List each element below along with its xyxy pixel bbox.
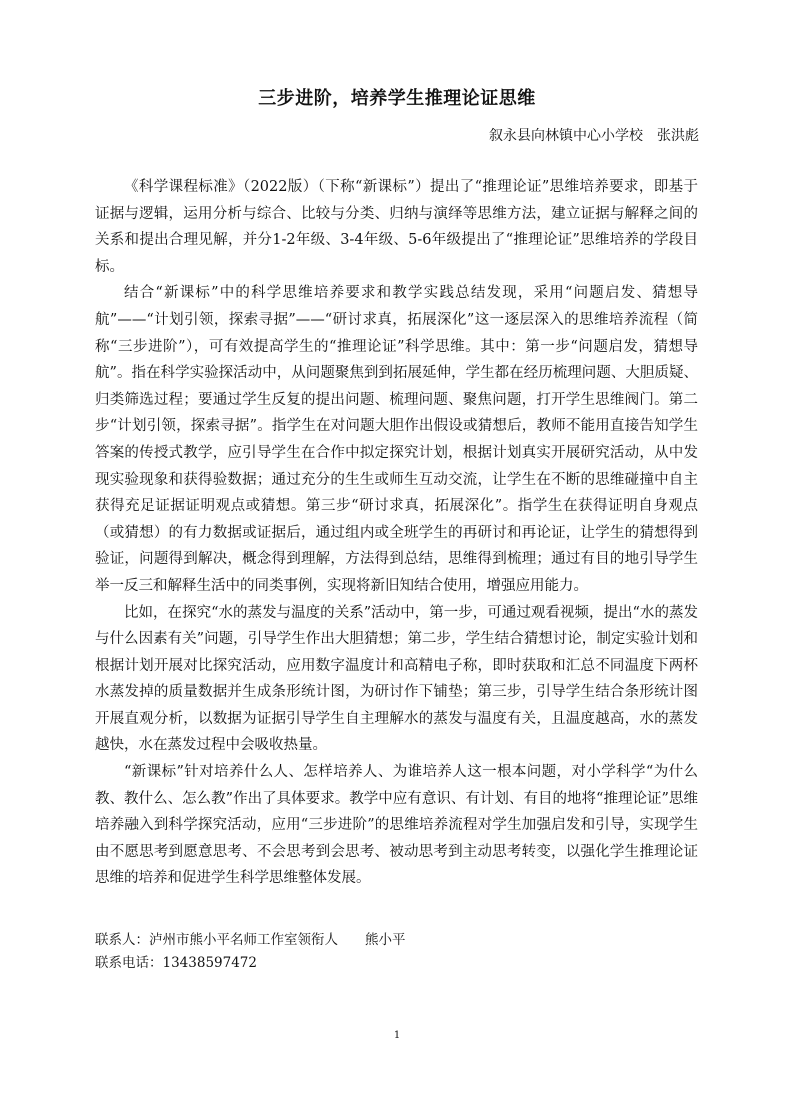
paragraph: 《科学课程标准》（2022版）（下称“新课标”）提出了“推理论证”思维培养要求，即基于证据与逻辑，运用分析与综合、比较与分类、归纳与演绎等思维方法，建立证据与解释之间的关系和提出合理见解，并分1-2年级、3-4年级、5-6年级提出了“推理论证”思维培养的学段目标。: [95, 179, 698, 275]
document-title: 三步进阶，培养学生推理论证思维: [258, 88, 536, 109]
paragraph: 比如，在探究“水的蒸发与温度的关系”活动中，第一步，可通过观看视频，提出“水的蒸发与什么因素有关”问题，引导学生作出大胆猜想；第二步，学生结合猜想讨论，制定实验计划和根据计划开展对比探究活动，应用数字温度计和高精电子称，即时获取和汇总不同温度下两杯水蒸发掉的质量数据并生成条形统计图，为研讨作下铺垫；第三步，引导学生结合条形统计图开展直观分析，以数据为证据引导学生自主理解水的蒸发与温度有关，且温度越高，水的蒸发越快，水在蒸发过程中会吸收热量。: [95, 604, 698, 754]
contact-phone: 联系电话：13438597472: [95, 955, 257, 971]
contact-person: 联系人：泸州市熊小平名师工作室领衔人 熊小平: [95, 932, 406, 948]
paragraph: “新课标”针对培养什么人、怎样培养人、为谁培养人这一根本问题，对小学科学“为什么教、教什么、怎么教”作出了具体要求。教学中应有意识、有计划、有目的地将“推理论证”思维培养融入到科学探究活动，应用“三步进阶”的思维培养流程对学生加强启发和引导，实现学生由不愿思考到愿意思考、不会思考到会思考、被动思考到主动思考转变，以强化学生推理论证思维的培养和促进学生科学思维整体发展。: [95, 764, 698, 887]
paragraph: 结合“新课标”中的科学思维培养要求和教学实践总结发现，采用“问题启发、猜想导航”——“计划引领，探索寻据”——“研讨求真，拓展深化”这一逐层深入的思维培养流程（简称“三步进阶”），可有效提高学生的“推理论证”科学思维。其中：第一步“问题启发，猜想导航”。指在科学实验探活动中，从问题聚焦到到拓展延伸，学生都在经历梳理问题、大胆质疑、归类筛选过程；要通过学生反复的提出问题、梳理问题、聚焦问题，打开学生思维阀门。第二步“计划引领，探索寻据”。指学生在对问题大胆作出假设或猜想后，教师不能用直接告知学生答案的传授式教学，应引导学生在合作中拟定探究计划，根据计划真实开展研究活动，从中发现实验现象和获得验数据；通过充分的生生或师生互动交流，让学生在不断的思维碰撞中自主获得充足证据证明观点或猜想。第三步“研讨求真，拓展深化”。指学生在获得证明自身观点（或猜想）的有力数据或证据后，通过组内或全班学生的再研讨和再论证，让学生的猜想得到验证，问题得到解决，概念得到理解，方法得到总结，思维得到梳理；通过有目的地引导学生举一反三和解释生活中的同类事例，实现将新旧知结合使用，增强应用能力。: [95, 285, 698, 594]
page-number: 1: [393, 1030, 401, 1041]
author-line: 叙永县向林镇中心小学校 张洪彪: [489, 128, 699, 144]
document-body: [95, 174, 698, 892]
